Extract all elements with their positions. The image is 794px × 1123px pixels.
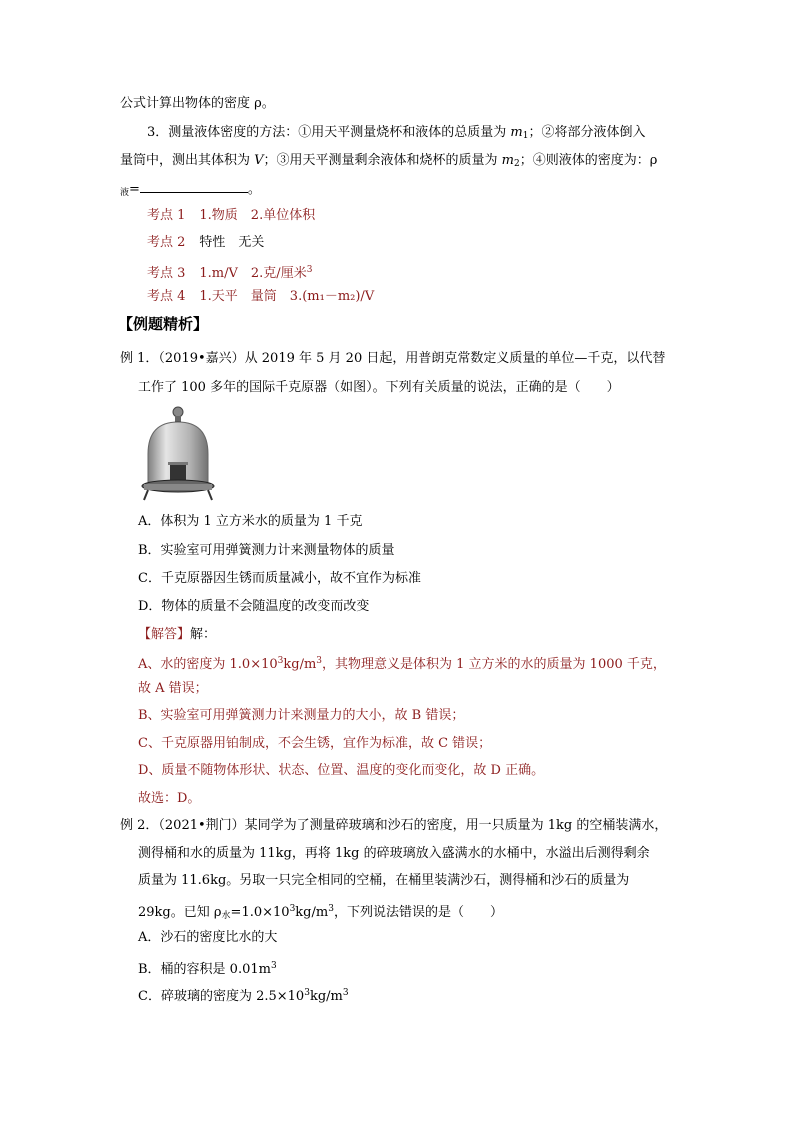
text: =1.0×10 bbox=[230, 905, 290, 920]
section-title: 【例题精析】 bbox=[118, 315, 209, 333]
answer-blank bbox=[140, 180, 248, 193]
example-1-choice: 故选：D。 bbox=[138, 791, 201, 806]
example-2-option-a: A．沙石的密度比水的大 bbox=[138, 930, 278, 945]
method-line-2 bbox=[147, 125, 645, 144]
answer-suffix: 解： bbox=[190, 627, 217, 642]
superscript: 3 bbox=[289, 904, 296, 914]
superscript: 3 bbox=[342, 988, 349, 998]
key-point-label: 考点 1 bbox=[147, 208, 186, 223]
text: ；②将部分液体倒入 bbox=[528, 125, 646, 140]
example-1-answer-b: B、实验室可用弹簧测力计来测量力的大小，故 B 错误； bbox=[138, 708, 465, 723]
var-m: m bbox=[501, 153, 514, 168]
example-1-option-d: D．物体的质量不会随温度的改变而改变 bbox=[138, 599, 370, 614]
text: A、水的密度为 1.0×10 bbox=[138, 657, 278, 672]
text: B．桶的容积是 0.01m bbox=[138, 962, 271, 977]
key-point-4 bbox=[147, 289, 374, 305]
example-1-answer-d: D、质量不随物体形状、状态、位置、温度的变化而变化，故 D 正确。 bbox=[138, 763, 545, 778]
kilogram-prototype-image bbox=[138, 404, 218, 504]
example-2-line-2: 测得桶和水的质量为 11kg，再将 1kg 的碎玻璃放入盛满水的水桶中，水溢出后测得剩余 bbox=[138, 846, 650, 861]
text: 3．测量液体密度的方法：①用天平测量烧杯和液体的总质量为 bbox=[147, 125, 511, 140]
example-1-line-2: 工作了 100 多年的国际千克原器（如图）。下列有关质量的说法，正确的是（ ） bbox=[138, 380, 620, 395]
example-1-option-a: A．体积为 1 立方米水的质量为 1 千克 bbox=[138, 514, 363, 529]
text: ；③用天平测量剩余液体和烧杯的质量为 bbox=[263, 153, 502, 168]
superscript: 3 bbox=[328, 904, 334, 914]
var-v: V bbox=[254, 153, 264, 168]
text: kg/m bbox=[295, 905, 329, 920]
key-point-label: 考点 4 bbox=[147, 289, 186, 304]
subscript: 水 bbox=[221, 911, 231, 921]
text: 量筒中，测出其体积为 bbox=[120, 153, 255, 168]
example-2-line-1: 例 2．（2021•荆门）某同学为了测量碎玻璃和沙石的密度，用一只质量为 1kg 的空桶装满水， bbox=[120, 818, 668, 833]
example-1-answer-a-cont: 故 A 错误； bbox=[138, 681, 208, 696]
key-point-2 bbox=[147, 235, 264, 251]
answer-label: 【解答】 bbox=[138, 627, 191, 642]
example-1-option-c: C．千克原器因生锈而质量减小，故不宜作为标准 bbox=[138, 571, 421, 586]
subscript: 1 bbox=[522, 131, 529, 141]
superscript: 3 bbox=[316, 656, 323, 666]
method-line-3 bbox=[120, 153, 657, 172]
example-1-option-b: B．实验室可用弹簧测力计来测量物体的质量 bbox=[138, 543, 395, 558]
example-1-answer-a bbox=[138, 653, 666, 673]
example-2-line-3: 质量为 11.6kg。另取一只完全相同的空桶，在桶里装满沙石，测得桶和沙石的质量为 bbox=[138, 873, 630, 888]
key-point-label: 考点 2 bbox=[147, 235, 186, 250]
text: ，下列说法错误的是（ ） bbox=[333, 905, 503, 920]
text: kg/m bbox=[283, 657, 317, 672]
text: ；④则液体的密度为：ρ bbox=[519, 153, 658, 168]
key-point-1 bbox=[147, 208, 315, 224]
key-point-label: 考点 3 bbox=[147, 266, 186, 281]
superscript: 3 bbox=[277, 656, 284, 666]
key-point-value: 1.天平 量筒 3.(m₁－m₂)/V bbox=[199, 289, 375, 304]
key-point-3 bbox=[147, 262, 312, 282]
subscript: 液 bbox=[120, 188, 130, 198]
superscript: 3 bbox=[304, 988, 310, 998]
var-m: m bbox=[510, 125, 523, 140]
text: = bbox=[129, 182, 140, 197]
example-1-answer-c: C、千克原器用铂制成，不会生锈，宜作为标准，故 C 错误； bbox=[138, 736, 492, 751]
example-1-line-1: 例 1．（2019•嘉兴）从 2019 年 5 月 20 日起，用普朗克常数定义质量的单位—千克，以代替 bbox=[120, 351, 666, 366]
example-1-answer-heading bbox=[138, 627, 216, 643]
text: 。 bbox=[247, 182, 261, 197]
text: kg/m bbox=[309, 989, 343, 1004]
example-2-option-b bbox=[138, 958, 277, 978]
key-point-value: 1.m/V 2.克/厘米 bbox=[199, 266, 307, 281]
superscript: 3 bbox=[306, 265, 313, 275]
subscript: 2 bbox=[514, 159, 520, 169]
method-line-1: 公式计算出物体的密度 ρ。 bbox=[120, 96, 275, 111]
key-point-value: 特性 无关 bbox=[199, 235, 265, 250]
text: C．碎玻璃的密度为 2.5×10 bbox=[138, 989, 305, 1004]
text: ，其物理意义是体积为 1 立方米的水的质量为 1000 千克， bbox=[322, 657, 666, 672]
text: 29kg。已知 ρ bbox=[138, 905, 222, 920]
method-line-4 bbox=[120, 180, 261, 201]
example-2-option-c bbox=[138, 985, 349, 1005]
example-2-line-4 bbox=[138, 901, 503, 924]
superscript: 3 bbox=[270, 961, 277, 971]
key-point-value: 1.物质 2.单位体积 bbox=[199, 208, 316, 223]
